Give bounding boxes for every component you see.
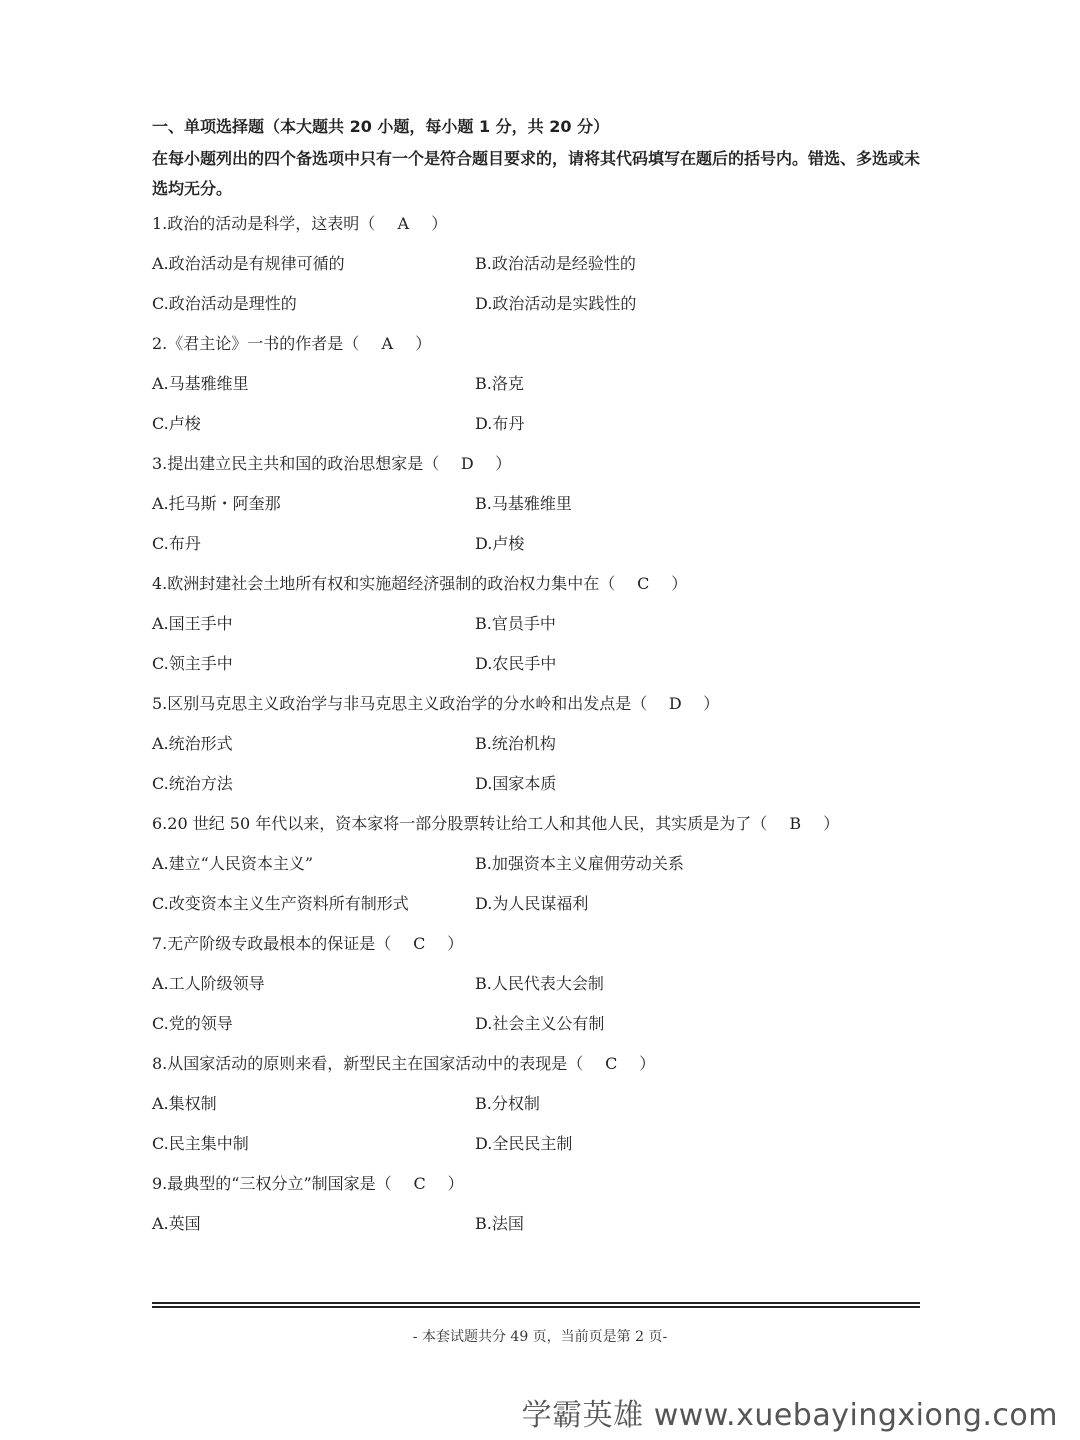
question-stem [152, 804, 932, 844]
option-c: C.领主手中 [152, 654, 233, 673]
option-c: C.布丹 [152, 534, 201, 553]
question-item [152, 924, 932, 1044]
answer-letter: C [637, 574, 650, 593]
answer-bracket-close: ） [431, 214, 448, 233]
option-row [152, 644, 932, 684]
option-d: D.布丹 [475, 414, 525, 433]
option-c: C.政治活动是理性的 [152, 294, 297, 313]
page-footer: - 本套试题共分 49 页，当前页是第 2 页- [412, 1329, 668, 1345]
watermark: 学霸英雄 www.xuebayingxiong.com [521, 1398, 1058, 1433]
option-a: A.政治活动是有规律可循的 [152, 254, 345, 273]
question-stem [152, 924, 932, 964]
option-c: C.民主集中制 [152, 1134, 249, 1153]
option-b: B.官员手中 [475, 614, 556, 633]
question-stem [152, 204, 932, 244]
question-stem [152, 1044, 932, 1084]
option-b: B.法国 [475, 1214, 524, 1233]
question-text: 3.提出建立民主共和国的政治思想家是（ [152, 454, 440, 473]
option-row [152, 284, 932, 324]
question-stem [152, 1164, 932, 1204]
answer-bracket-close: ） [639, 1054, 656, 1073]
question-stem [152, 564, 932, 604]
option-d: D.农民手中 [475, 654, 557, 673]
option-d: D.政治活动是实践性的 [475, 294, 637, 313]
question-text: 7.无产阶级专政最根本的保证是（ [152, 934, 392, 953]
option-row [152, 764, 932, 804]
option-b: B.加强资本主义雇佣劳动关系 [475, 854, 684, 873]
question-list [152, 204, 932, 1244]
answer-bracket-close: ） [447, 1174, 464, 1193]
question-item [152, 444, 932, 564]
option-a: A.英国 [152, 1214, 201, 1233]
section-instructions: 在每小题列出的四个备选项中只有一个是符合题目要求的，请将其代码填写在题后的括号内。错选、多选或未选均无分。 [152, 149, 921, 198]
option-row [152, 484, 932, 524]
option-row [152, 1084, 932, 1124]
option-b: B.分权制 [475, 1094, 540, 1113]
question-text: 6.20 世纪 50 年代以来，资本家将一部分股票转让给工人和其他人民，其实质是为了（ [152, 814, 768, 833]
question-text: 1.政治的活动是科学，这表明（ [152, 214, 376, 233]
answer-letter: D [668, 694, 682, 713]
answer-letter: A [381, 334, 394, 353]
option-a: A.国王手中 [152, 614, 233, 633]
option-b: B.政治活动是经验性的 [475, 254, 636, 273]
option-row [152, 964, 932, 1004]
answer-letter: C [605, 1054, 618, 1073]
answer-letter: D [460, 454, 474, 473]
option-row [152, 1204, 932, 1244]
option-b: B.马基雅维里 [475, 494, 572, 513]
option-a: A.托马斯・阿奎那 [152, 494, 281, 513]
option-d: D.国家本质 [475, 774, 557, 793]
option-row [152, 524, 932, 564]
option-row [152, 404, 932, 444]
option-d: D.为人民谋福利 [475, 894, 589, 913]
option-row [152, 604, 932, 644]
question-text: 8.从国家活动的原则来看，新型民主在国家活动中的表现是（ [152, 1054, 584, 1073]
answer-letter: C [413, 934, 426, 953]
question-item [152, 804, 932, 924]
option-c: C.党的领导 [152, 1014, 233, 1033]
question-stem [152, 324, 932, 364]
question-text: 5.区别马克思主义政治学与非马克思主义政治学的分水岭和出发点是（ [152, 694, 648, 713]
question-item [152, 1044, 932, 1164]
question-item [152, 1164, 932, 1244]
question-stem [152, 684, 932, 724]
question-text: 2.《君主论》一书的作者是（ [152, 334, 360, 353]
answer-bracket-close: ） [703, 694, 720, 713]
option-row [152, 724, 932, 764]
question-item [152, 324, 932, 444]
answer-bracket-close: ） [823, 814, 840, 833]
question-item [152, 204, 932, 324]
answer-letter: B [789, 814, 802, 833]
answer-letter: C [413, 1174, 426, 1193]
option-row [152, 1004, 932, 1044]
answer-bracket-close: ） [415, 334, 432, 353]
option-b: B.洛克 [475, 374, 524, 393]
option-a: A.统治形式 [152, 734, 233, 753]
option-d: D.卢梭 [475, 534, 525, 553]
section-title: 一、单项选择题（本大题共 20 小题，每小题 1 分，共 20 分） [152, 117, 610, 136]
footer-divider [152, 1302, 920, 1308]
option-b: B.人民代表大会制 [475, 974, 604, 993]
option-row [152, 244, 932, 284]
question-stem [152, 444, 932, 484]
answer-bracket-close: ） [447, 934, 464, 953]
option-c: C.统治方法 [152, 774, 233, 793]
answer-bracket-close: ） [495, 454, 512, 473]
option-a: A.工人阶级领导 [152, 974, 265, 993]
option-row [152, 364, 932, 404]
option-b: B.统治机构 [475, 734, 556, 753]
option-c: C.卢梭 [152, 414, 201, 433]
exam-page [152, 112, 932, 1244]
option-a: A.建立“人民资本主义” [152, 854, 314, 873]
option-row [152, 1124, 932, 1164]
question-item [152, 564, 932, 684]
answer-letter: A [397, 214, 410, 233]
question-item [152, 684, 932, 804]
option-row [152, 884, 932, 924]
option-a: A.集权制 [152, 1094, 217, 1113]
question-text: 4.欧洲封建社会土地所有权和实施超经济强制的政治权力集中在（ [152, 574, 616, 593]
option-d: D.全民民主制 [475, 1134, 573, 1153]
question-text: 9.最典型的“三权分立”制国家是（ [152, 1174, 392, 1193]
option-a: A.马基雅维里 [152, 374, 249, 393]
option-d: D.社会主义公有制 [475, 1014, 605, 1033]
answer-bracket-close: ） [671, 574, 688, 593]
option-row [152, 844, 932, 884]
option-c: C.改变资本主义生产资料所有制形式 [152, 894, 409, 913]
